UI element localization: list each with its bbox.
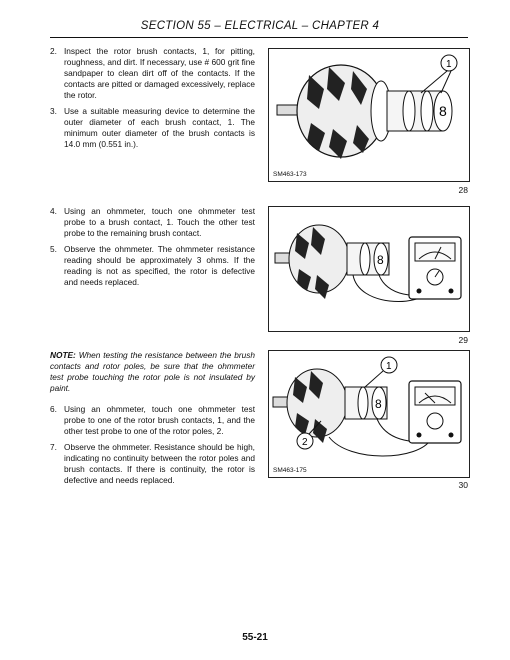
figure-code: SM463-173 — [273, 171, 307, 178]
step-4 — [50, 206, 255, 239]
step-number: 2. — [50, 46, 57, 56]
step-text: Inspect the rotor brush contacts, 1, for pitting, roughness, and dirt. If necessary, use # 600 grit fine sandpaper to clean dirt off of the contacts. If the contacts are pitted or damaged excessively, replace the rotor. — [64, 46, 255, 100]
step-3 — [50, 106, 255, 150]
figure-number: 30 — [458, 480, 468, 490]
text-block-1 — [50, 46, 255, 155]
step-number: 7. — [50, 442, 57, 452]
note-text: When testing the resistance between the brush contacts and rotor poles, be sure that the ohmmeter test probe touching the rotor pole is not insulated by paint. — [50, 350, 255, 393]
step-5 — [50, 244, 255, 288]
step-6 — [50, 404, 255, 437]
step-number: 6. — [50, 404, 57, 414]
svg-text:8: 8 — [439, 103, 447, 119]
header-rule — [50, 37, 468, 38]
figure-28-rotor-brush-contacts — [268, 48, 470, 182]
note — [50, 350, 255, 394]
step-number: 4. — [50, 206, 57, 216]
step-text: Using an ohmmeter, touch one ohmmeter test probe to a brush contact, 1. Touch the other test probe to the remaining brush contact. — [64, 206, 255, 238]
section-header: SECTION 55 – ELECTRICAL – CHAPTER 4 — [140, 20, 380, 32]
continuity-illustration — [269, 351, 469, 477]
note-label: NOTE: — [50, 350, 76, 360]
step-number: 3. — [50, 106, 57, 116]
text-block-2 — [50, 206, 255, 293]
step-number: 5. — [50, 244, 57, 254]
step-2 — [50, 46, 255, 101]
step-text: Observe the ohmmeter. Resistance should be high, indicating no continuity between the rotor poles and brush contacts. If there is continuity, the rotor is defective and needs replaced. — [64, 442, 255, 485]
callout-2: 2 — [302, 437, 308, 448]
svg-text:8: 8 — [375, 397, 382, 411]
figure-number: 29 — [458, 335, 468, 345]
rotor-illustration — [269, 49, 469, 181]
step-text: Observe the ohmmeter. The ohmmeter resistance reading should be approximately 3 ohms. If the reading is not as specified, the rotor is defective and needs replaced. — [64, 244, 255, 287]
step-7 — [50, 442, 255, 486]
text-block-3 — [50, 350, 255, 491]
step-text: Use a suitable measuring device to determine the outer diameter of each brush contact, 1. The minimum outer diameter of the brush contacts is 14.0 mm (0.551 in.). — [64, 106, 255, 149]
figure-29-ohmmeter-test — [268, 206, 470, 332]
ohmmeter-illustration — [269, 207, 469, 331]
figure-code: SM463-175 — [273, 467, 307, 474]
callout-1: 1 — [446, 59, 452, 70]
svg-text:8: 8 — [377, 253, 384, 267]
callout-1: 1 — [386, 361, 392, 372]
page-number: 55-21 — [242, 632, 268, 643]
figure-number: 28 — [458, 185, 468, 195]
figure-30-pole-continuity-test — [268, 350, 470, 478]
step-text: Using an ohmmeter, touch one ohmmeter test probe to one of the rotor brush contacts, 1, and the other test probe to one of the rotor poles, 2. — [64, 404, 255, 436]
